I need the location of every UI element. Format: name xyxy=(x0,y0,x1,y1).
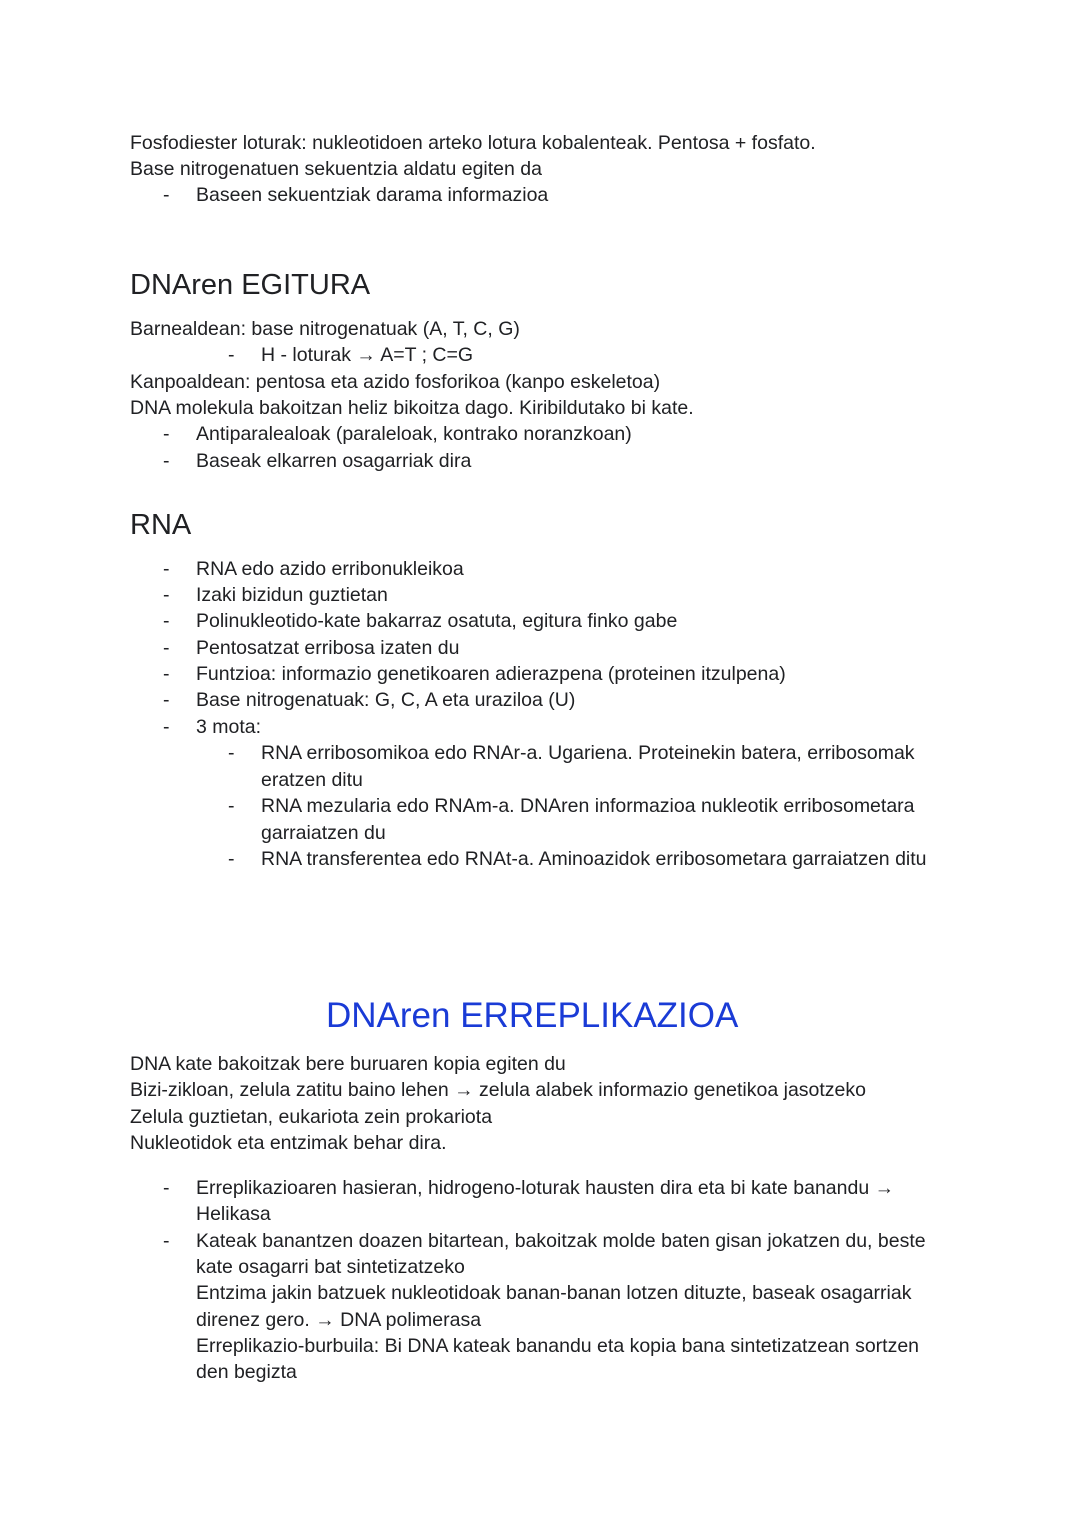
dna-structure-line-3: DNA molekula bakoitzan heliz bikoitza dago. Kiribildutako bi kate. xyxy=(130,397,694,419)
replication-line-4: Nukleotidok eta entzimak behar dira. xyxy=(130,1132,447,1154)
bullet-dash: - xyxy=(163,689,170,711)
replication-line-2: Bizi-zikloan, zelula zatitu baino lehen → zelula alabek informazio genetikoa jasotzeko xyxy=(130,1079,867,1101)
rna-item: Pentosatzat erribosa izaten du xyxy=(196,637,460,659)
bullet-dash: - xyxy=(163,663,170,685)
rna-type-1-line-2: eratzen ditu xyxy=(261,769,363,791)
section-title-replication: DNAren ERREPLIKAZIOA xyxy=(326,996,739,1035)
rna-item: Base nitrogenatuak: G, C, A eta uraziloa (U) xyxy=(196,689,576,711)
dna-structure-sub-1: H - loturak → A=T ; C=G xyxy=(261,344,474,366)
bullet-dash: - xyxy=(163,716,170,738)
intro-line-2: Base nitrogenatuen sekuentzia aldatu egiten da xyxy=(130,158,542,180)
bullet-dash: - xyxy=(163,584,170,606)
replication-bullet-1-line-1: Erreplikazioaren hasieran, hidrogeno-loturak hausten dira eta bi kate banandu → xyxy=(196,1177,895,1199)
section-title-dna-structure: DNAren EGITURA xyxy=(130,269,371,301)
bullet-dash: - xyxy=(163,1230,170,1252)
bullet-dash: - xyxy=(163,423,170,445)
section-title-rna: RNA xyxy=(130,509,192,541)
rna-item: Funtzioa: informazio genetikoaren adierazpena (proteinen itzulpena) xyxy=(196,663,786,685)
dna-structure-line-2: Kanpoaldean: pentosa eta azido fosforikoa (kanpo eskeletoa) xyxy=(130,371,661,393)
replication-bullet-2-line-2: kate osagarri bat sintetizatzeko xyxy=(196,1256,465,1278)
bullet-dash: - xyxy=(163,637,170,659)
bullet-dash: - xyxy=(163,558,170,580)
replication-line-3: Zelula guztietan, eukariota zein prokariota xyxy=(130,1106,493,1128)
replication-bullet-2-line-3: Entzima jakin batzuek nukleotidoak banan-banan lotzen dituzte, baseak osagarriak xyxy=(196,1282,912,1304)
bullet-dash: - xyxy=(163,184,170,206)
intro-bullet-1: Baseen sekuentziak darama informazioa xyxy=(196,184,549,206)
replication-bullet-1-line-2: Helikasa xyxy=(196,1203,271,1225)
replication-bullet-2-line-5: Erreplikazio-burbuila: Bi DNA kateak banandu eta kopia bana sintetizatzean sortzen xyxy=(196,1335,920,1357)
bullet-dash: - xyxy=(163,450,170,472)
bullet-dash: - xyxy=(163,1177,170,1199)
rna-type-1-line-1: RNA erribosomikoa edo RNAr-a. Ugariena. Proteinekin batera, erribosomak xyxy=(261,742,915,764)
bullet-dash: - xyxy=(228,848,235,870)
rna-type-3-line-1: RNA transferentea edo RNAt-a. Aminoazidok erribosometara garraiatzen ditu xyxy=(261,848,927,870)
rna-item: 3 mota: xyxy=(196,716,262,738)
rna-item: Polinukleotido-kate bakarraz osatuta, egitura finko gabe xyxy=(196,610,678,632)
replication-bullet-2-line-1: Kateak banantzen doazen bitartean, bakoitzak molde baten gisan jokatzen du, beste xyxy=(196,1230,926,1252)
bullet-dash: - xyxy=(163,610,170,632)
rna-type-2-line-2: garraiatzen du xyxy=(261,822,386,844)
rna-item: Izaki bizidun guztietan xyxy=(196,584,388,606)
bullet-dash: - xyxy=(228,344,235,366)
bullet-dash: - xyxy=(228,742,235,764)
dna-structure-bullet-2: Baseak elkarren osagarriak dira xyxy=(196,450,472,472)
bullet-dash: - xyxy=(228,795,235,817)
rna-type-2-line-1: RNA mezularia edo RNAm-a. DNAren informazioa nukleotik erribosometara xyxy=(261,795,915,817)
intro-line-1: Fosfodiester loturak: nukleotidoen arteko lotura kobalenteak. Pentosa + fosfato. xyxy=(130,132,816,154)
rna-item: RNA edo azido erribonukleikoa xyxy=(196,558,464,580)
dna-structure-line-1: Barnealdean: base nitrogenatuak (A, T, C, G) xyxy=(130,318,520,340)
replication-bullet-2-line-4: direnez gero. → DNA polimerasa xyxy=(196,1309,482,1331)
replication-line-1: DNA kate bakoitzak bere buruaren kopia egiten du xyxy=(130,1053,566,1075)
dna-structure-bullet-1: Antiparalealoak (paraleloak, kontrako noranzkoan) xyxy=(196,423,632,445)
replication-bullet-2-line-6: den begizta xyxy=(196,1361,297,1383)
